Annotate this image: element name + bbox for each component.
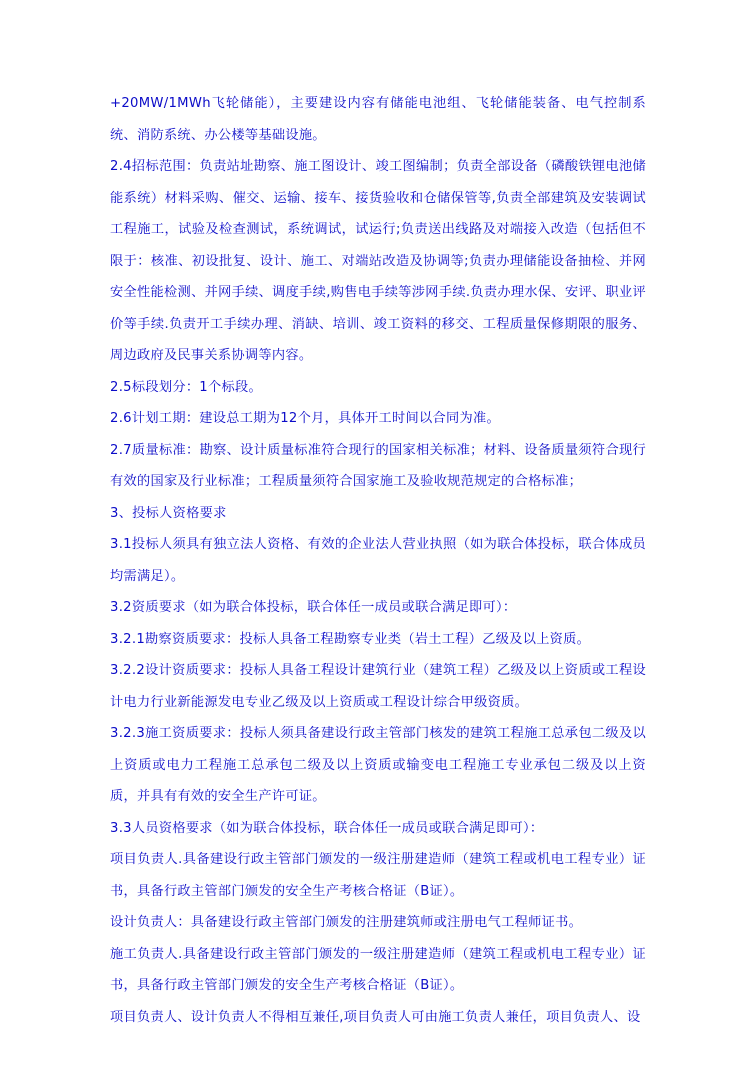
paragraph: 2.7质量标准：勘察、设计质量标准符合现行的国家相关标准；材料、设备质量须符合现行有效的国家及行业标准；工程质量须符合国家施工及验收规范规定的合格标准； bbox=[110, 442, 646, 489]
paragraph: 2.4招标范围：负责站址勘察、施工图设计、竣工图编制；负责全部设备（磷酸铁锂电池储能系统）材料采购、催交、运输、接车、接货验收和仓储保管等,负责全部建筑及安装调试工程施工，试验及检查测试，系统调试，试运行;负责送出线路及对端接入改造（包括但不限于：核准、初设批复、设计、施工、对端站改造及协调等;负责办理储能设备抽检、并网安全性能检测、并网手续、调度手续,购售电手续等涉网手续.负责办理水保、安评、职业评价等手续.负责开工手续办理、消缺、培训、竣工资料的移交、工程质量保修期限的服务、周边政府及民事关系协调等内容。 bbox=[110, 159, 646, 363]
paragraph: 项目负责人、设计负责人不得相互兼任,项目负责人可由施工负责人兼任，项目负责人、设 bbox=[110, 1009, 641, 1025]
paragraph: 3.1投标人须具有独立法人资格、有效的企业法人营业执照（如为联合体投标，联合体成员均需满足）。 bbox=[110, 537, 646, 584]
paragraph: 3.2.3施工资质要求：投标人须具备建设行政主管部门核发的建筑工程施工总承包二级及以上资质或电力工程施工总承包二级及以上资质或输变电工程施工专业承包二级及以上资质，并具有有效的安全生产许可证。 bbox=[110, 726, 646, 804]
paragraph: 2.5标段划分：1个标段。 bbox=[110, 379, 262, 395]
paragraph: 3.2资质要求（如为联合体投标，联合体任一成员或联合满足即可）： bbox=[110, 600, 517, 615]
paragraph: 项目负责人.具备建设行政主管部门颁发的一级注册建造师（建筑工程或机电工程专业）证书，具备行政主管部门颁发的安全生产考核合格证（B证）。 bbox=[110, 852, 646, 899]
paragraph: 施工负责人.具备建设行政主管部门颁发的一级注册建造师（建筑工程或机电工程专业）证书，具备行政主管部门颁发的安全生产考核合格证（B证）。 bbox=[110, 946, 646, 993]
paragraph: +20MW/1MWh飞轮储能），主要建设内容有储能电池组、飞轮储能装备、电气控制系统、消防系统、办公楼等基础设施。 bbox=[110, 96, 646, 143]
paragraph: 3.3人员资格要求（如为联合体投标，联合体任一成员或联合满足即可）： bbox=[110, 820, 544, 836]
paragraph: 3.2.2设计资质要求：投标人具备工程设计建筑行业（建筑工程）乙级及以上资质或工程设计电力行业新能源发电专业乙级及以上资质或工程设计综合甲级资质。 bbox=[110, 663, 646, 710]
paragraph: 2.6计划工期：建设总工期为12个月，具体开工时间以合同为准。 bbox=[110, 411, 500, 426]
paragraph: 3、投标人资格要求 bbox=[110, 505, 227, 521]
paragraph: 3.2.1勘察资质要求：投标人具备工程勘察专业类（岩土工程）乙级及以上资质。 bbox=[110, 631, 591, 647]
document-body bbox=[110, 88, 646, 1033]
paragraph: 设计负责人：具备建设行政主管部门颁发的注册建筑师或注册电气工程师证书。 bbox=[110, 915, 583, 930]
